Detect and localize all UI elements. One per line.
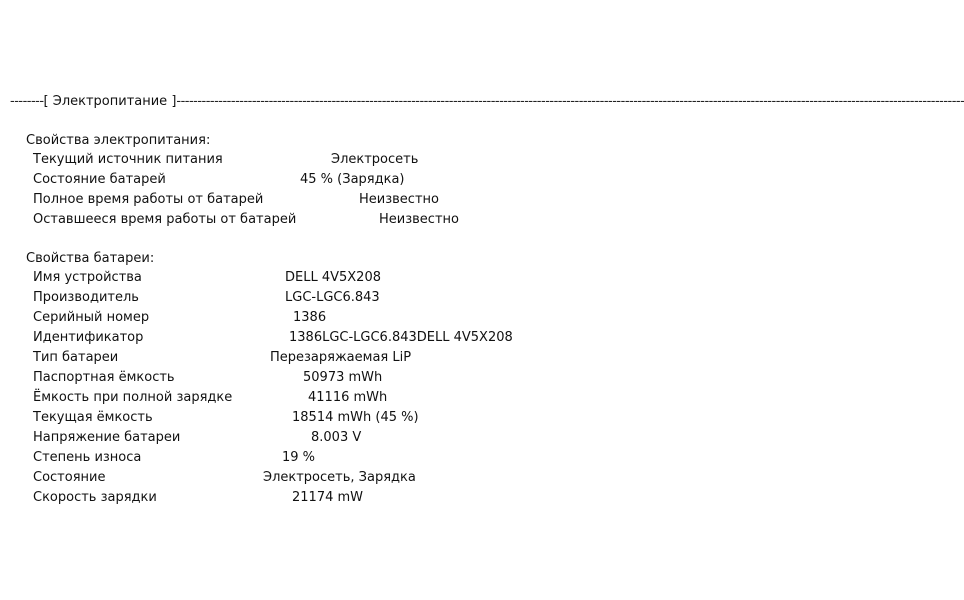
- battery-row-type: [33, 348, 593, 368]
- battery-value: 50973 mWh: [303, 370, 383, 385]
- battery-key: Напряжение батареи: [33, 430, 181, 445]
- battery-key: Скорость зарядки: [33, 490, 157, 505]
- power-key: Полное время работы от батарей: [33, 192, 264, 207]
- battery-value: 1386: [293, 310, 327, 325]
- battery-key: Состояние: [33, 470, 106, 485]
- battery-row-identifier: [33, 328, 593, 348]
- battery-row-charge-rate: [33, 488, 593, 508]
- battery-row-design-capacity: [33, 368, 593, 388]
- power-value: Неизвестно: [379, 212, 459, 227]
- power-row-full-time: [33, 190, 593, 210]
- section-title: [ Электропитание ]: [43, 94, 177, 109]
- battery-key: Тип батареи: [33, 350, 119, 365]
- battery-value: 18514 mWh (45 %): [292, 410, 419, 425]
- battery-value: DELL 4V5X208: [285, 270, 381, 285]
- battery-value: 8.003 V: [311, 430, 362, 445]
- battery-row-device-name: [33, 268, 593, 288]
- power-row-battery-state: [33, 170, 593, 190]
- power-row-source: [33, 150, 593, 170]
- battery-row-wear-level: [33, 448, 593, 468]
- power-key: Состояние батарей: [33, 172, 166, 187]
- battery-key: Серийный номер: [33, 310, 150, 325]
- battery-value: Перезаряжаемая LiP: [270, 350, 412, 365]
- battery-value: 1386LGC-LGC6.843DELL 4V5X208: [289, 330, 513, 345]
- battery-row-state: [33, 468, 593, 488]
- header-dash-lead: --------: [10, 94, 44, 109]
- battery-key: Паспортная ёмкость: [33, 370, 175, 385]
- power-key: Оставшееся время работы от батарей: [33, 212, 297, 227]
- battery-row-serial: [33, 308, 593, 328]
- battery-key: Степень износа: [33, 450, 142, 465]
- battery-properties-title: Свойства батареи:: [26, 251, 155, 266]
- battery-row-manufacturer: [33, 288, 593, 308]
- battery-value: 19 %: [282, 450, 316, 465]
- battery-key: Идентификатор: [33, 330, 144, 345]
- header-dash-fill: --------------------------------------------------------------------------------------------------------------------------------------------------------------------------------------------: [176, 94, 964, 109]
- battery-key: Ёмкость при полной зарядке: [33, 390, 233, 405]
- battery-value: LGC-LGC6.843: [285, 290, 380, 305]
- battery-value: Электросеть, Зарядка: [263, 470, 416, 485]
- section-header-power: [10, 94, 964, 110]
- power-properties-title: Свойства электропитания:: [26, 133, 211, 148]
- power-row-remaining-time: [33, 210, 593, 230]
- battery-key: Производитель: [33, 290, 139, 305]
- battery-row-full-charge-capacity: [33, 388, 593, 408]
- battery-row-current-capacity: [33, 408, 593, 428]
- power-value: Электросеть: [331, 152, 419, 167]
- battery-key: Имя устройства: [33, 270, 142, 285]
- power-value: Неизвестно: [359, 192, 439, 207]
- battery-key: Текущая ёмкость: [33, 410, 153, 425]
- power-key: Текущий источник питания: [33, 152, 223, 167]
- battery-row-voltage: [33, 428, 593, 448]
- battery-value: 41116 mWh: [308, 390, 388, 405]
- battery-value: 21174 mW: [292, 490, 364, 505]
- power-value: 45 % (Зарядка): [300, 172, 405, 187]
